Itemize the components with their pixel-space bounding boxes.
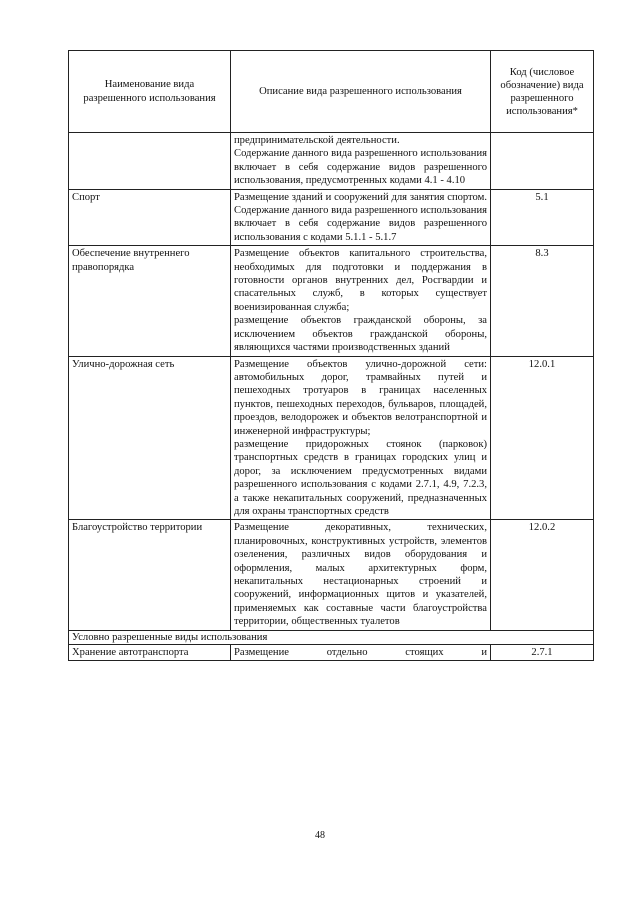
description-paragraph: размещение придорожных стоянок (парковок) транспортных средств в границах городских улиц и дорог, за исключением предусмотренных видами разрешенного использования с кодами 2.7.1, 4.9, 7.2.3, а также некапитальных сооружений, предназначенных для охраны транспортных средств [234,438,487,517]
row-description [231,356,491,520]
header-description-column: Описание вида разрешенного использования [231,51,491,133]
header-code-column: Код (числовое обозначение) вида разрешенного использования* [491,51,594,133]
description-paragraph: размещение объектов гражданской обороны, за исключением объектов гражданской обороны, являющихся частями производственных зданий [234,315,487,354]
header-name-column: Наименование вида разрешенного использования [69,51,231,133]
row-description [231,246,491,356]
row-description [231,520,491,630]
row-description [231,133,491,190]
row-description [231,645,491,661]
description-paragraph: Размещение объектов капитального строительства, необходимых для подготовки и поддержания в готовности органов внутренних дел, Росгвардии и спасательных служб, в которых существует военизированная служба; [234,248,487,313]
row-name: Хранение автотранспорта [69,645,231,661]
row-code: 12.0.1 [491,356,594,520]
table-row [69,520,594,630]
row-name [69,133,231,190]
row-name: Улично-дорожная сеть [69,356,231,520]
table-header-row [69,51,594,133]
row-code: 8.3 [491,246,594,356]
page-number: 48 [315,830,325,841]
description-paragraph: Размещение зданий и сооружений для занятия спортом. Содержание данного вида разрешенного использования включает в себя содержание видов разрешенного использования с кодами 5.1.1 - 5.1.7 [234,191,487,243]
row-code: 5.1 [491,189,594,246]
row-name: Спорт [69,189,231,246]
table-row [69,189,594,246]
table-row [69,645,594,661]
table-row [69,356,594,520]
row-name: Благоустройство территории [69,520,231,630]
row-name: Обеспечение внутреннего правопорядка [69,246,231,356]
table-row [69,133,594,190]
row-description [231,189,491,246]
land-use-table [68,50,594,661]
description-paragraph: Содержание данного вида разрешенного использования включает в себя содержание видов разрешенного использования, предусмотренных кодами 4.1 - 4.10 [234,148,487,187]
row-code: 12.0.2 [491,520,594,630]
description-paragraph: Размещение отдельно стоящих и [234,647,487,659]
section-header-row [69,630,594,644]
description-paragraph: предпринимательской деятельности. [234,135,400,146]
description-paragraph: Размещение декоративных, технических, планировочных, конструктивных устройств, элементов озеленения, различных видов оборудования и оформления, малых архитектурных форм, некапитальных нестационарных строений и сооружений, информационных щитов и указателей, применяемых как составные части благоустройства территории, общественных туалетов [234,522,487,628]
section-title: Условно разрешенные виды использования [69,630,594,644]
table-row [69,246,594,356]
row-code: 2.7.1 [491,645,594,661]
row-code [491,133,594,190]
description-paragraph: Размещение объектов улично-дорожной сети: автомобильных дорог, трамвайных путей и пешеходных тротуаров в границах населенных пунктов, пешеходных переходов, бульваров, площадей, проездов, велодорожек и объектов велотранспортной и инженерной инфраструктуры; [234,358,487,437]
